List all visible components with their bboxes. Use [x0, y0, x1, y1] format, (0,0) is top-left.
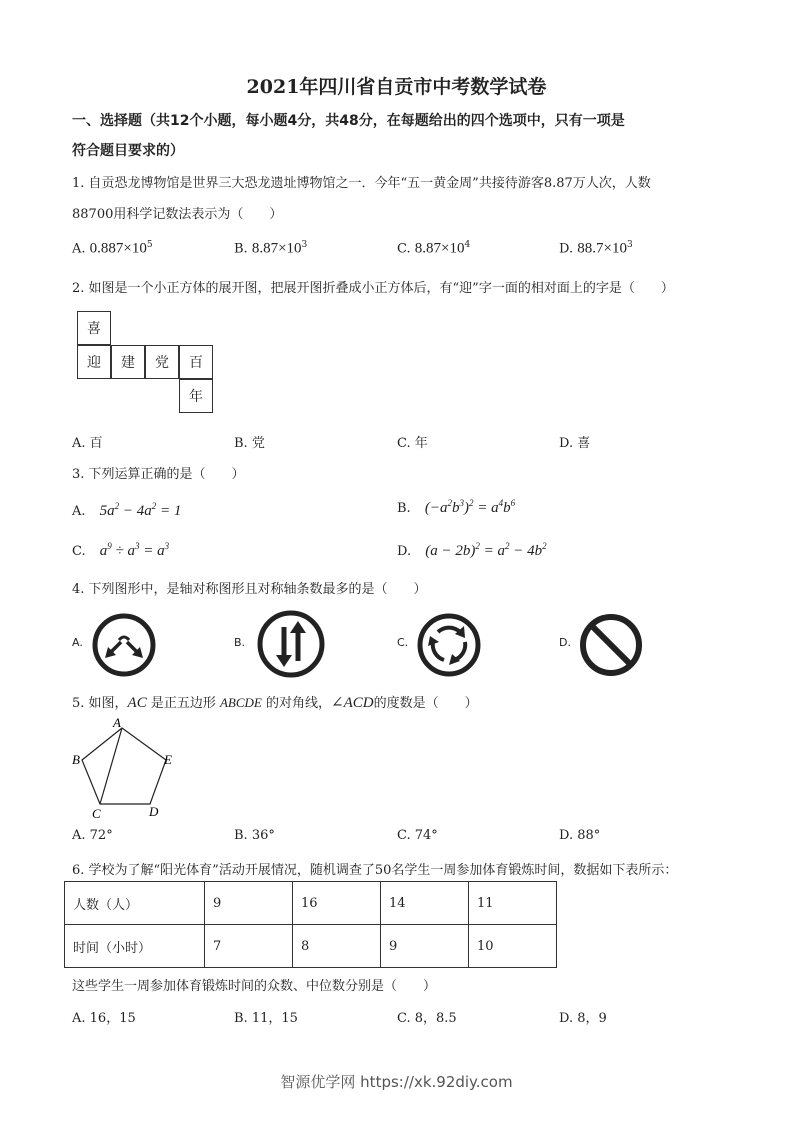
q4-label-d: D.	[559, 636, 571, 649]
q5-text-mid: 是正五边形	[146, 696, 220, 711]
q5-text-pre: 5. 如图，	[72, 696, 128, 711]
q1-option-d-label: D.	[559, 241, 574, 257]
vertex-b: B	[72, 752, 80, 767]
q3-option-d-label: D.	[397, 544, 412, 559]
q3-text: 3. 下列运算正确的是（ ）	[72, 467, 245, 482]
table-cell: 时间（小时）	[65, 925, 205, 968]
section-heading-line1: 一、选择题（共12个小题，每小题4分，共48分，在每题给出的四个选项中，只有一项是	[72, 113, 625, 129]
q6-option-d: D. 8，9	[559, 1011, 607, 1026]
table-cell: 14	[381, 882, 469, 925]
q5-option-c: C. 74°	[397, 828, 438, 843]
q6-text: 6. 学校为了解“阳光体育”活动开展情况，随机调查了50名学生一周参加体育锻炼时间，数据如下表所示：	[72, 863, 678, 878]
q1-option-d-exp: 3	[626, 240, 633, 250]
q1-option-c-base: 8.87×10	[414, 240, 465, 257]
vertex-d: D	[149, 804, 159, 819]
cube-cell-nian: 年	[179, 379, 213, 413]
q1-option-a-base: 0.887×10	[89, 240, 147, 257]
footer-watermark: 智源优学网 https://xk.92diy.com	[280, 1073, 513, 1091]
q1-option-d-base: 88.7×10	[577, 240, 627, 257]
vertex-a: A	[113, 715, 121, 730]
table-row	[65, 925, 557, 968]
q5-text-poly: ABCDE	[219, 695, 262, 710]
vertex-e: E	[164, 752, 172, 767]
q1-text-line1: 1. 自贡恐龙博物馆是世界三大恐龙遗址博物馆之一．今年“五一黄金周”共接待游客8.87万人次，人数	[72, 176, 651, 191]
q5-option-b: B. 36°	[234, 828, 275, 843]
vertex-c: C	[92, 806, 101, 821]
q6-option-b: B. 11，15	[234, 1011, 298, 1026]
q4-label-a: A.	[72, 636, 83, 649]
q1-option-c-label: C.	[397, 241, 411, 257]
cube-cell-ying: 迎	[77, 345, 111, 379]
q1-option-c	[397, 240, 470, 257]
table-cell: 8	[293, 925, 381, 968]
q1-option-b-label: B.	[234, 241, 248, 257]
q1-text-line2: 88700用科学记数法表示为（ ）	[72, 207, 283, 222]
q1-option-b-base: 8.87×10	[251, 240, 302, 257]
q4-label-c: C.	[397, 636, 409, 649]
q3-option-c-label: C.	[72, 544, 86, 559]
q1-option-a-exp: 5	[146, 240, 153, 250]
q2-option-c: C. 年	[397, 436, 428, 451]
diverging-arrows-sign-icon	[91, 612, 157, 678]
q4-label-b: B.	[234, 636, 246, 649]
roundabout-sign-icon	[416, 612, 482, 678]
table-cell: 16	[293, 882, 381, 925]
q2-text: 2. 如图是一个小正方体的展开图，把展开图折叠成小正方体后，有“迎”字一面的相对面上的字是（ ）	[72, 281, 674, 296]
prohibition-sign-icon	[578, 612, 644, 678]
q6-question: 这些学生一周参加体育锻炼时间的众数、中位数分别是（ ）	[72, 979, 437, 994]
table-cell: 人数（人）	[65, 882, 205, 925]
q1-option-a	[72, 240, 153, 257]
q5-text-mid2: 的对角线，	[261, 696, 332, 711]
cube-cell-xi: 喜	[77, 311, 111, 345]
q5-text	[72, 692, 478, 712]
cube-cell-jian: 建	[111, 345, 145, 379]
cube-cell-bai: 百	[179, 345, 213, 379]
q5-option-a: A. 72°	[72, 828, 113, 843]
table-cell: 10	[469, 925, 557, 968]
table-cell: 9	[381, 925, 469, 968]
exercise-time-table	[64, 881, 557, 968]
q3-option-b-label: B.	[397, 501, 411, 516]
table-cell: 9	[205, 882, 293, 925]
q5-text-angle: ∠ACD	[331, 695, 374, 711]
cube-cell-dang: 党	[145, 345, 179, 379]
q6-option-a: A. 16，15	[72, 1011, 136, 1026]
pentagon-diagram	[68, 714, 188, 822]
q2-option-d: D. 喜	[559, 436, 591, 451]
q4-text: 4. 下列图形中，是轴对称图形且对称轴条数最多的是（ ）	[72, 582, 427, 597]
q3-option-b: B. $(-a^2b^3)^2 = a^4b^6$	[397, 498, 516, 516]
q1-option-a-label: A.	[72, 241, 86, 257]
q1-option-c-exp: 4	[464, 240, 471, 250]
table-cell: 11	[469, 882, 557, 925]
table-row	[65, 882, 557, 925]
q2-option-b: B. 党	[234, 436, 265, 451]
q3-option-d: D. $(a - 2b)^2 = a^2 - 4b^2$	[397, 541, 547, 559]
page-title: 2021年四川省自贡市中考数学试卷	[246, 76, 547, 98]
q3-option-c: C. $a^9 \div a^3 = a^3$	[72, 541, 170, 559]
q1-option-b-exp: 3	[301, 240, 308, 250]
q5-text-post: 的度数是（ ）	[373, 696, 478, 711]
q1-option-b	[234, 240, 307, 257]
q2-option-a: A. 百	[72, 436, 103, 451]
q6-option-c: C. 8，8.5	[397, 1011, 457, 1026]
table-cell: 7	[205, 925, 293, 968]
q5-option-d: D. 88°	[559, 828, 601, 843]
q3-option-a-label: A.	[72, 504, 86, 519]
section-heading-line2: 符合题目要求的）	[72, 143, 184, 159]
two-way-traffic-sign-icon	[256, 609, 326, 679]
q5-text-ac: AC	[127, 695, 147, 711]
q1-option-d	[559, 240, 633, 257]
q3-option-a: A. $5a^2 - 4a^2 = 1$	[72, 501, 182, 519]
